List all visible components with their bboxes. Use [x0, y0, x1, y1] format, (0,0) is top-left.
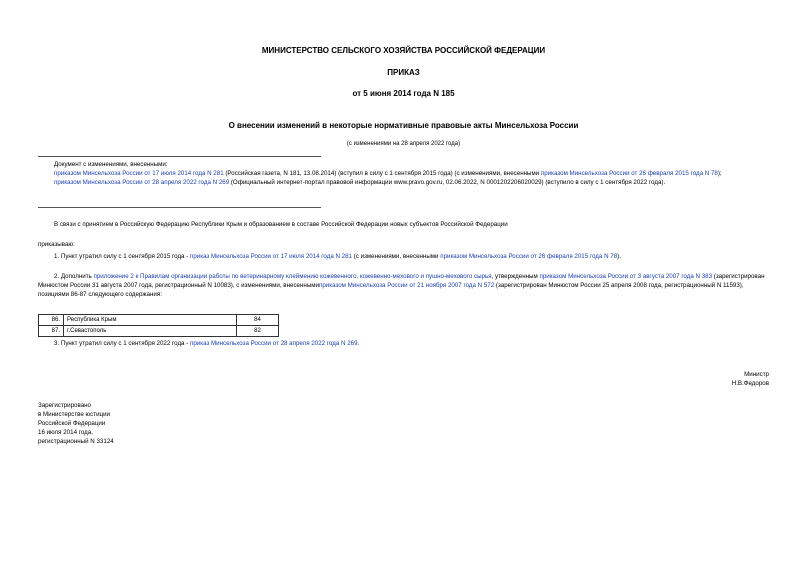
divider-bottom	[38, 207, 321, 208]
region-code: 84	[237, 315, 279, 326]
doc-type-heading: ПРИКАЗ	[387, 68, 420, 77]
region-name: Республика Крым	[64, 315, 237, 326]
signature-title: Министр	[744, 371, 769, 378]
order-link-269[interactable]: приказ Минсельхоза России от 28 апреля 2022 года N 269	[190, 340, 358, 347]
paragraph-2-mid2: (зарегистрирован Минюстом России 31 августа 2007 года, регистрационный N 10083), с изменениями, внесенными	[38, 273, 765, 289]
divider-top	[38, 156, 321, 157]
order-link-78[interactable]: приказом Минсельхоза России от 26 февраля 2015 года N 78	[440, 253, 618, 260]
paragraph-1-text: 1. Пункт утратил силу с 1 сентября 2015 года -	[54, 253, 190, 260]
changes-item-1	[38, 169, 770, 178]
amended-note: (с изменениями на 28 апреля 2022 года)	[346, 141, 461, 147]
registration-line: в Министерстве юстиции	[38, 411, 111, 418]
signature-name: Н.В.Федоров	[731, 380, 769, 387]
signature-block	[732, 370, 769, 388]
changes-intro: Документ с изменениями, внесенными:	[54, 161, 168, 168]
order-link-383[interactable]: приказом Минсельхоза России от 3 августа 2007 года N 383	[539, 273, 713, 280]
amendment-link-78[interactable]: приказом Минсельхоза России от 26 февраля 2015 года N 78	[540, 170, 718, 177]
paragraph-2-start: 2. Дополнить	[54, 273, 94, 280]
table-row	[39, 315, 279, 326]
changes-item-1-text: (Российская газета, N 181, 13.08.2014) (вступил в силу с 1 сентября 2015 года) (с изменениями, внесенными	[223, 170, 541, 177]
regions-table	[38, 314, 279, 337]
paragraph-3	[38, 339, 770, 348]
paragraph-1-end: ).	[617, 253, 621, 260]
row-number: 86.	[39, 315, 64, 326]
registration-block	[38, 401, 114, 446]
ministry-heading: МИНИСТЕРСТВО СЕЛЬСКОГО ХОЗЯЙСТВА РОССИЙСКОЙ ФЕДЕРАЦИИ	[261, 46, 546, 55]
paragraph-3-text: 3. Пункт утратил силу с 1 сентября 2022 года -	[54, 340, 190, 347]
paragraph-2-end: (зарегистрирован Минюстом России 25 апреля 2008 года, регистрационный N 11593), позициями 86-87 следующего содержания:	[38, 282, 744, 298]
paragraph-1	[38, 252, 770, 261]
table-row	[39, 326, 279, 337]
registration-line: Российской Федерации	[38, 420, 106, 427]
paragraph-3-end: .	[357, 340, 360, 347]
registration-line: 16 июля 2014 года,	[38, 429, 93, 436]
order-word: приказываю:	[38, 241, 75, 248]
row-number: 87.	[39, 326, 64, 337]
order-link-572[interactable]: приказом Минсельхоза России от 21 ноября 2007 года N 572	[318, 282, 495, 289]
amendment-link-269[interactable]: приказом Минсельхоза России от 28 апреля 2022 года N 269	[54, 179, 230, 186]
document-title: О внесении изменений в некоторые нормативные правовые акты Минсельхоза России	[228, 121, 579, 130]
order-link-281[interactable]: приказ Минсельхоза России от 17 июля 2014 года N 281	[190, 253, 353, 260]
changes-item-2	[38, 178, 770, 187]
appendix-link[interactable]: приложение 2 к Правилам организации работы по ветеринарному клеймению кожевенного, кожевенно-мехового и пушно-мехового сырья	[93, 273, 492, 280]
registration-line: регистрационный N 33124	[38, 438, 114, 445]
paragraph-2	[38, 272, 770, 299]
changes-item-2-text: (Официальный интернет-портал правовой информации www.pravo.gov.ru, 02.06.2022, N 0001202206020029) (вступило в силу с 1 сентября 2022 года).	[229, 179, 666, 186]
changes-item-1-end: );	[717, 170, 722, 177]
region-name: г.Севастополь	[64, 326, 237, 337]
date-number-heading: от 5 июня 2014 года N 185	[352, 89, 455, 98]
preamble: В связи с принятием в Российскую Федерацию Республики Крым и образованием в составе Российской Федерации новых субъектов Российской Федерации	[54, 221, 508, 228]
paragraph-1-mid: (с изменениями, внесенными	[352, 253, 441, 260]
paragraph-2-mid1: , утвержденным	[491, 273, 540, 280]
region-code: 82	[237, 326, 279, 337]
amendment-link-281[interactable]: приказом Минсельхоза России от 17 июля 2014 года N 281	[54, 170, 224, 177]
registration-line: Зарегистрировано	[38, 402, 91, 409]
changes-block	[38, 160, 770, 187]
